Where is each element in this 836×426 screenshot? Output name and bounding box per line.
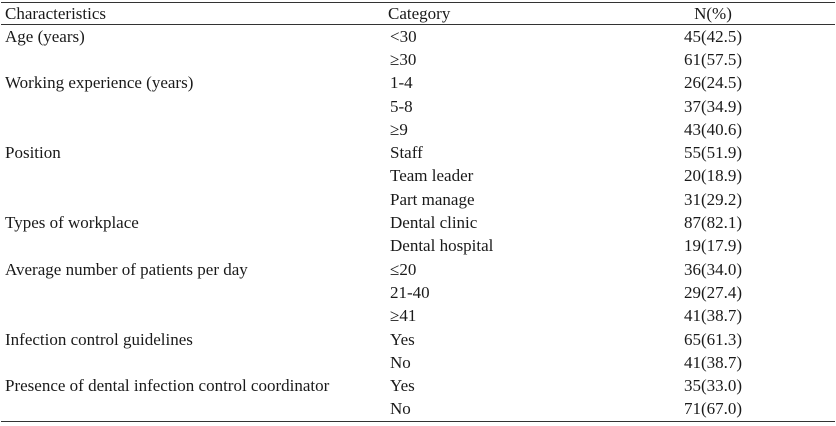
category-cell: 5-8 xyxy=(390,96,413,116)
n-percent-cell: 71(67.0) xyxy=(591,398,835,422)
n-percent-cell: 20(18.9) xyxy=(683,166,743,186)
n-percent-cell: 43(40.6) xyxy=(683,119,743,139)
characteristic-cell xyxy=(1,398,384,422)
table-row xyxy=(1,141,835,164)
table-row xyxy=(1,165,835,188)
header-n-percent: N(%) xyxy=(591,3,835,25)
characteristic-cell xyxy=(1,305,384,328)
table-row xyxy=(1,351,835,374)
characteristic-cell xyxy=(1,165,384,188)
table-row xyxy=(1,281,835,304)
n-percent-cell: 36(34.0) xyxy=(683,259,743,279)
table-row xyxy=(1,188,835,211)
characteristic-cell xyxy=(1,95,384,118)
n-percent-cell: 45(42.5) xyxy=(683,26,743,46)
n-percent-cell: 26(24.5) xyxy=(683,73,743,93)
category-cell: <30 xyxy=(390,26,417,46)
category-cell: Team leader xyxy=(390,166,474,186)
category-cell: Yes xyxy=(390,329,415,349)
n-percent-cell: 19(17.9) xyxy=(683,236,743,256)
n-percent-cell: 55(51.9) xyxy=(683,143,743,163)
characteristic-cell: Age (years) xyxy=(5,26,85,46)
category-cell: ≤20 xyxy=(390,259,417,279)
n-percent-cell: 37(34.9) xyxy=(683,96,743,116)
characteristic-cell xyxy=(1,188,384,211)
table-row xyxy=(1,95,835,118)
characteristic-cell: Working experience (years) xyxy=(5,73,194,93)
category-cell: ≥30 xyxy=(390,49,417,69)
n-percent-cell: 35(33.0) xyxy=(683,376,743,396)
n-percent-cell: 61(57.5) xyxy=(683,49,743,69)
category-cell: Dental clinic xyxy=(390,213,478,233)
category-cell: 1-4 xyxy=(390,73,413,93)
table-row xyxy=(1,235,835,258)
table-row xyxy=(1,258,835,281)
category-cell: No xyxy=(384,398,591,422)
characteristic-cell: Types of workplace xyxy=(5,213,139,233)
table-row xyxy=(1,374,835,397)
characteristic-cell xyxy=(1,118,384,141)
characteristic-cell xyxy=(1,235,384,258)
table-row xyxy=(1,211,835,234)
n-percent-cell: 31(29.2) xyxy=(683,189,743,209)
characteristic-cell: Average number of patients per day xyxy=(5,259,248,279)
table-row xyxy=(1,48,835,71)
header-category: Category xyxy=(384,3,591,25)
characteristic-cell xyxy=(1,281,384,304)
characteristics-table xyxy=(1,2,835,422)
table-header-row xyxy=(1,3,835,25)
characteristic-cell: Infection control guidelines xyxy=(5,329,193,349)
n-percent-cell: 29(27.4) xyxy=(683,282,743,302)
table-row xyxy=(1,328,835,351)
category-cell: Part manage xyxy=(390,189,475,209)
characteristic-cell: Position xyxy=(5,143,61,163)
characteristic-cell xyxy=(1,351,384,374)
table-row xyxy=(1,305,835,328)
n-percent-cell: 41(38.7) xyxy=(683,352,743,372)
characteristic-cell: Presence of dental infection control coordinator xyxy=(5,376,330,396)
category-cell: 21-40 xyxy=(390,282,430,302)
category-cell: ≥9 xyxy=(390,119,408,139)
n-percent-cell: 87(82.1) xyxy=(683,213,743,233)
n-percent-cell: 41(38.7) xyxy=(683,306,743,326)
category-cell: Yes xyxy=(390,376,415,396)
category-cell: Staff xyxy=(390,143,423,163)
characteristic-cell xyxy=(1,48,384,71)
category-cell: No xyxy=(390,352,411,372)
table-row xyxy=(1,72,835,95)
category-cell: Dental hospital xyxy=(390,236,494,256)
n-percent-cell: 65(61.3) xyxy=(683,329,743,349)
table-row xyxy=(1,118,835,141)
category-cell: ≥41 xyxy=(390,306,417,326)
table-row xyxy=(1,398,835,422)
table-row xyxy=(1,25,835,49)
header-characteristics: Characteristics xyxy=(1,3,384,25)
